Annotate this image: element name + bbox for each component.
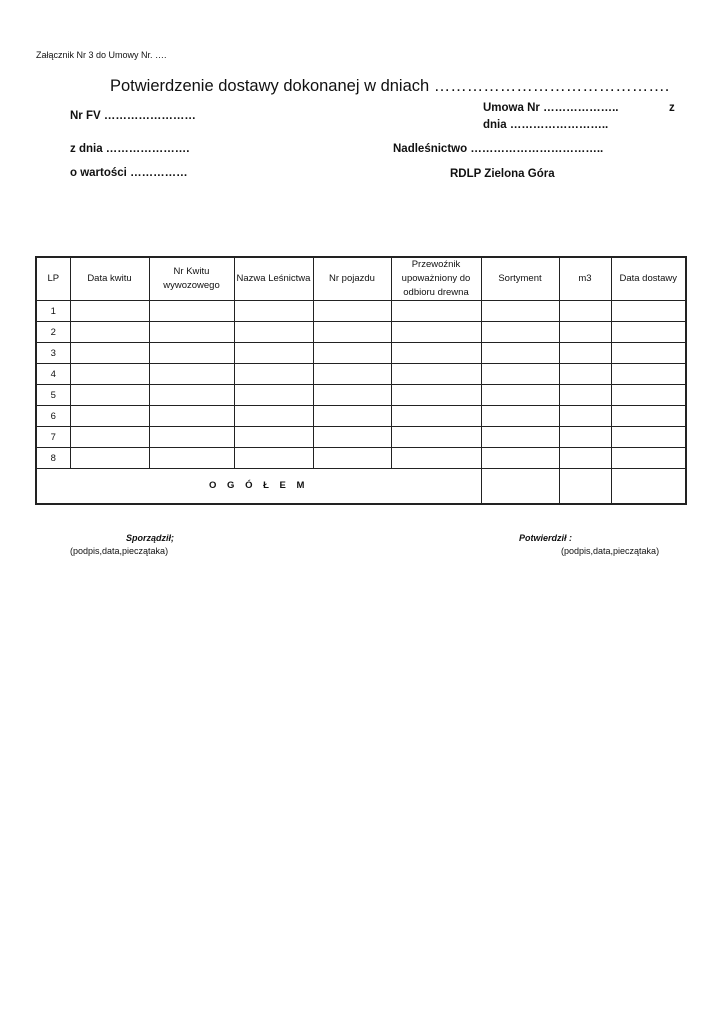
table-cell[interactable] — [234, 385, 313, 406]
column-header-carrier: Przewoźnik upoważniony do odbioru drewna — [391, 257, 481, 301]
forest-district-field: Nadleśnictwo …………………………….. — [393, 143, 604, 155]
table-cell[interactable] — [313, 364, 391, 385]
delivery-table — [35, 256, 687, 505]
contract-date-field: dnia …………………….. — [483, 119, 609, 131]
confirmed-by-label — [519, 533, 572, 543]
table-cell[interactable] — [234, 301, 313, 322]
table-cell[interactable] — [313, 448, 391, 469]
row-number: 6 — [36, 406, 70, 427]
total-row — [36, 469, 686, 504]
table-cell[interactable] — [611, 322, 686, 343]
total-delivery-date-cell[interactable] — [611, 469, 686, 504]
row-number: 7 — [36, 427, 70, 448]
table-cell[interactable] — [313, 322, 391, 343]
row-number: 3 — [36, 343, 70, 364]
confirmed-by-hint: (podpis,data,pieczątaka) — [561, 546, 660, 556]
row-number: 1 — [36, 301, 70, 322]
table-cell[interactable] — [149, 406, 234, 427]
prepared-by-hint: (podpis,data,pieczątaka) — [70, 546, 169, 556]
table-cell[interactable] — [559, 406, 611, 427]
table-cell[interactable] — [234, 364, 313, 385]
table-cell[interactable] — [611, 448, 686, 469]
table-row — [36, 406, 686, 427]
table-cell[interactable] — [559, 301, 611, 322]
table-cell[interactable] — [611, 301, 686, 322]
table-cell[interactable] — [481, 322, 559, 343]
table-cell[interactable] — [149, 427, 234, 448]
attachment-note: Załącznik Nr 3 do Umowy Nr. …. — [36, 50, 167, 60]
prepared-by-label — [126, 533, 174, 543]
table-cell[interactable] — [559, 427, 611, 448]
table-row — [36, 301, 686, 322]
column-header-assortment: Sortyment — [481, 257, 559, 301]
table-cell[interactable] — [313, 301, 391, 322]
column-header-vehicle-number: Nr pojazdu — [313, 257, 391, 301]
column-header-receipt-number: Nr Kwitu wywozowego — [149, 257, 234, 301]
table-cell[interactable] — [559, 343, 611, 364]
table-cell[interactable] — [234, 406, 313, 427]
table-cell[interactable] — [611, 406, 686, 427]
table-cell[interactable] — [481, 343, 559, 364]
table-cell[interactable] — [481, 427, 559, 448]
table-cell[interactable] — [70, 322, 149, 343]
table-cell[interactable] — [391, 406, 481, 427]
column-header-delivery-date: Data dostawy — [611, 257, 686, 301]
invoice-number-field: Nr FV …………………… — [70, 110, 196, 122]
regional-directorate: RDLP Zielona Góra — [450, 168, 555, 180]
column-header-lp: LP — [36, 257, 70, 301]
table-cell[interactable] — [70, 406, 149, 427]
table-cell[interactable] — [149, 448, 234, 469]
table-cell[interactable] — [70, 343, 149, 364]
row-number: 2 — [36, 322, 70, 343]
table-row — [36, 427, 686, 448]
total-assortment-cell[interactable] — [481, 469, 559, 504]
table-cell[interactable] — [611, 385, 686, 406]
table-cell[interactable] — [481, 448, 559, 469]
table-cell[interactable] — [391, 343, 481, 364]
column-header-m3: m3 — [559, 257, 611, 301]
table-cell[interactable] — [559, 385, 611, 406]
table-cell[interactable] — [234, 343, 313, 364]
row-number: 4 — [36, 364, 70, 385]
row-number: 5 — [36, 385, 70, 406]
table-cell[interactable] — [70, 385, 149, 406]
table-cell[interactable] — [313, 427, 391, 448]
table-cell[interactable] — [313, 385, 391, 406]
table-cell[interactable] — [313, 343, 391, 364]
table-cell[interactable] — [611, 343, 686, 364]
table-cell[interactable] — [149, 343, 234, 364]
invoice-value-field: o wartości …………… — [70, 167, 188, 179]
confirmed-by-text: Potwierdził : — [519, 533, 573, 543]
prepared-by-text: Sporządził; — [126, 533, 175, 543]
table-row — [36, 343, 686, 364]
table-cell[interactable] — [481, 364, 559, 385]
table-cell[interactable] — [149, 322, 234, 343]
table-cell[interactable] — [313, 406, 391, 427]
table-cell[interactable] — [559, 448, 611, 469]
table-cell[interactable] — [234, 427, 313, 448]
table-cell[interactable] — [391, 385, 481, 406]
table-cell[interactable] — [481, 385, 559, 406]
total-label: O G Ó Ł E M — [36, 469, 481, 504]
table-cell[interactable] — [391, 301, 481, 322]
table-cell[interactable] — [391, 364, 481, 385]
table-cell[interactable] — [481, 301, 559, 322]
document-title: Potwierdzenie dostawy dokonanej w dniach ……………………………………. — [110, 77, 670, 95]
table-cell[interactable] — [149, 364, 234, 385]
invoice-date-field: z dnia …………………. — [70, 143, 190, 155]
table-row — [36, 364, 686, 385]
table-cell[interactable] — [559, 322, 611, 343]
table-cell[interactable] — [70, 364, 149, 385]
table-header-row — [36, 257, 686, 301]
table-row — [36, 322, 686, 343]
table-cell[interactable] — [481, 406, 559, 427]
total-m3-cell[interactable] — [559, 469, 611, 504]
column-header-receipt-date: Data kwitu — [70, 257, 149, 301]
row-number: 8 — [36, 448, 70, 469]
table-cell[interactable] — [149, 301, 234, 322]
table-cell[interactable] — [234, 322, 313, 343]
table-cell[interactable] — [391, 448, 481, 469]
contract-number-field: Umowa Nr ……………….. — [483, 102, 619, 114]
table-cell[interactable] — [559, 364, 611, 385]
table-cell[interactable] — [234, 448, 313, 469]
table-cell[interactable] — [611, 427, 686, 448]
table-cell[interactable] — [391, 322, 481, 343]
contract-z-label: z — [669, 102, 675, 114]
column-header-forestry-name: Nazwa Leśnictwa — [234, 257, 313, 301]
table-cell[interactable] — [149, 385, 234, 406]
table-cell[interactable] — [70, 427, 149, 448]
table-cell[interactable] — [70, 301, 149, 322]
table-cell[interactable] — [391, 427, 481, 448]
table-cell[interactable] — [611, 364, 686, 385]
table-row — [36, 448, 686, 469]
table-cell[interactable] — [70, 448, 149, 469]
table-row — [36, 385, 686, 406]
